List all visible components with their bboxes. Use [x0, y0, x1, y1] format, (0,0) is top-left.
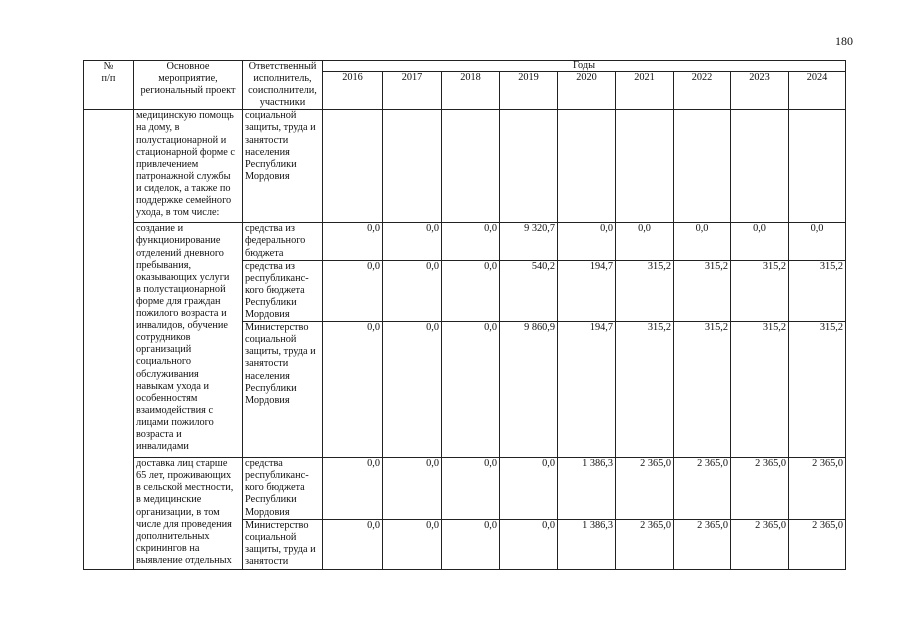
value-cell: 0,0	[383, 322, 442, 458]
executor-cell: социальной защиты, труда и занятости населения Республики Мордовия	[243, 110, 323, 223]
header-year: 2016	[323, 72, 383, 110]
value-cell: 2 365,0	[731, 458, 789, 519]
table-row	[84, 458, 846, 519]
value-cell	[731, 110, 789, 223]
value-cell: 0,0	[383, 223, 442, 260]
value-cell: 0,0	[323, 519, 383, 569]
table-row	[84, 110, 846, 223]
value-cell: 2 365,0	[731, 519, 789, 569]
value-cell: 315,2	[731, 260, 789, 321]
value-cell	[383, 110, 442, 223]
value-cell: 0,0	[442, 322, 500, 458]
value-cell: 0,0	[323, 260, 383, 321]
value-cell: 2 365,0	[789, 458, 846, 519]
executor-cell: Министерство социальной защиты, труда и занятости	[243, 519, 323, 569]
executor-cell: средства из республиканс- кого бюджета Республики Мордовия	[243, 260, 323, 321]
value-cell: 194,7	[558, 260, 616, 321]
value-cell: 2 365,0	[616, 519, 674, 569]
value-cell: 2 365,0	[789, 519, 846, 569]
value-cell: 0,0	[616, 223, 674, 260]
header-years-label: Годы	[323, 61, 846, 72]
value-cell: 0,0	[500, 519, 558, 569]
header-year: 2019	[500, 72, 558, 110]
value-cell: 0,0	[674, 223, 731, 260]
value-cell: 0,0	[500, 458, 558, 519]
header-year: 2018	[442, 72, 500, 110]
header-year: 2024	[789, 72, 846, 110]
value-cell: 0,0	[383, 260, 442, 321]
value-cell: 315,2	[731, 322, 789, 458]
header-year: 2023	[731, 72, 789, 110]
header-year: 2017	[383, 72, 442, 110]
value-cell: 0,0	[558, 223, 616, 260]
header-executor: Ответственный исполнитель, соисполнители, участники	[243, 61, 323, 110]
value-cell: 0,0	[323, 458, 383, 519]
value-cell: 0,0	[442, 223, 500, 260]
value-cell	[616, 110, 674, 223]
value-cell	[789, 110, 846, 223]
value-cell: 0,0	[383, 458, 442, 519]
value-cell: 0,0	[731, 223, 789, 260]
value-cell	[558, 110, 616, 223]
program-table	[83, 60, 846, 570]
header-measure: Основное мероприятие, региональный проект	[134, 61, 243, 110]
value-cell: 9 860,9	[500, 322, 558, 458]
header-year: 2022	[674, 72, 731, 110]
value-cell: 0,0	[383, 519, 442, 569]
measure-cell: доставка лиц старше 65 лет, проживающих в сельской местности, в медицинские организации, в том числе для проведения дополнительных скринингов на выявление отдельных	[134, 458, 243, 569]
num-cell	[84, 110, 134, 569]
value-cell: 1 386,3	[558, 519, 616, 569]
value-cell: 2 365,0	[616, 458, 674, 519]
measure-cell: медицинскую помощь на дому, в полустационарной и стационарной форме с привлечением патронажной службы и сиделок, а также по поддержке семейного ухода, в том числе:	[134, 110, 243, 223]
table-row	[84, 223, 846, 260]
value-cell: 2 365,0	[674, 519, 731, 569]
value-cell: 0,0	[442, 458, 500, 519]
value-cell: 0,0	[789, 223, 846, 260]
value-cell	[674, 110, 731, 223]
executor-cell: средства республиканс- кого бюджета Республики Мордовия	[243, 458, 323, 519]
value-cell: 0,0	[442, 260, 500, 321]
value-cell: 315,2	[616, 260, 674, 321]
value-cell: 194,7	[558, 322, 616, 458]
value-cell: 0,0	[323, 322, 383, 458]
value-cell: 315,2	[789, 322, 846, 458]
value-cell: 315,2	[674, 322, 731, 458]
value-cell: 540,2	[500, 260, 558, 321]
value-cell: 2 365,0	[674, 458, 731, 519]
page-number: 180	[835, 34, 853, 48]
value-cell: 9 320,7	[500, 223, 558, 260]
header-year: 2020	[558, 72, 616, 110]
executor-cell: средства из федерального бюджета	[243, 223, 323, 260]
measure-cell: создание и функционирование отделений дневного пребывания, оказывающих услуги в полустационарной форме для граждан пожилого возраста и инвалидов, обучение сотрудников организаций социального обслуживания навыкам ухода и особенностям взаимодействия с лицами пожилого возраста и инвалидами	[134, 223, 243, 458]
value-cell: 1 386,3	[558, 458, 616, 519]
value-cell: 315,2	[789, 260, 846, 321]
header-num: № п/п	[84, 61, 134, 110]
value-cell	[500, 110, 558, 223]
value-cell: 315,2	[674, 260, 731, 321]
header-year: 2021	[616, 72, 674, 110]
value-cell	[323, 110, 383, 223]
value-cell	[442, 110, 500, 223]
value-cell: 0,0	[323, 223, 383, 260]
executor-cell: Министерство социальной защиты, труда и занятости населения Республики Мордовия	[243, 322, 323, 458]
value-cell: 0,0	[442, 519, 500, 569]
value-cell: 315,2	[616, 322, 674, 458]
